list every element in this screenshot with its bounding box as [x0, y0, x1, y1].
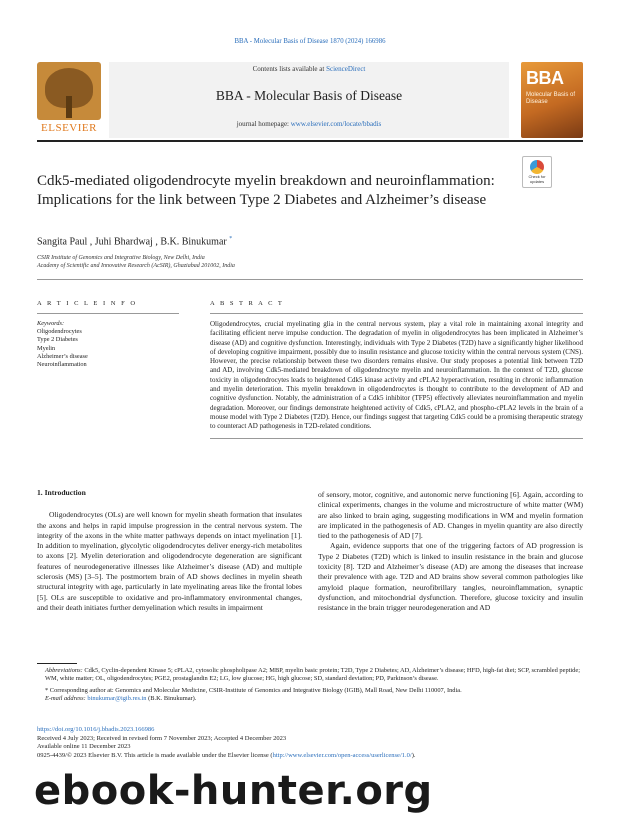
homepage-prefix: journal homepage: — [236, 120, 291, 128]
available-date: Available online 11 December 2023 — [37, 743, 131, 751]
license-link[interactable]: http://www.elsevier.com/open-access/userlicense/1.0/ — [272, 751, 412, 759]
keywords-block — [37, 320, 179, 369]
keyword-item: Type 2 Diabetes — [37, 336, 78, 344]
keyword-item: Oligodendrocytes — [37, 328, 82, 336]
email-footnote — [37, 695, 583, 703]
license-prefix: 0925-4439/© 2023 Elsevier B.V. This article is made available under the Elsevier license ( — [37, 751, 273, 759]
author-names[interactable]: Sangita Paul , Juhi Bhardwaj , B.K. Binukumar — [37, 236, 227, 248]
abbreviations-footnote — [37, 667, 583, 684]
crossmark-button[interactable] — [522, 156, 552, 188]
email-suffix: (B.K. Binukumar). — [146, 695, 197, 703]
license-suffix: ). — [411, 751, 416, 759]
crossmark-label: Check for updates — [528, 174, 546, 184]
affiliation-2: Academy of Scientific and Innovative Research (AcSIR), Ghaziabad 201002, India — [37, 263, 235, 269]
license-line — [37, 752, 583, 761]
abstract-bottom-rule — [210, 438, 583, 439]
body-paragraph: Again, evidence supports that one of the triggering factors of AD progression is Type 2 Diabetes (T2D) which is linked to insulin resistance in the brain and glucose toxicity [8]. T2D and Alzheimer’s disease (AD) are among the diseases that increase their prevalence with age. T2D and AD brains show several common pathologies like amyloid plaque formation, neurofibrillary tangles, neuroinflammation, synaptic dysfunction, and mitochondrial dysfunction. Therefore, glucose toxicity and insulin resistance in the brain trigger neurodegeneration and AD — [318, 541, 583, 613]
received-dates: Received 4 July 2023; Received in revised form 7 November 2023; Accepted 4 December 2023 — [37, 734, 287, 742]
journal-title: BBA - Molecular Basis of Disease — [215, 88, 403, 103]
article-title: Cdk5-mediated oligodendrocyte myelin breakdown and neuroinflammation: Implications for the link between Type 2 Diabetes and Alzheimer’s disease — [37, 173, 495, 208]
authors — [37, 236, 232, 247]
article-meta — [37, 726, 583, 760]
journal-homepage-link[interactable]: www.elsevier.com/locate/bbadis — [290, 120, 382, 128]
doi-link[interactable]: https://doi.org/10.1016/j.bbadis.2023.166986 — [37, 726, 155, 733]
crossmark-icon — [530, 160, 544, 174]
body-paragraph: of sensory, motor, cognitive, and autonomic nerve functioning [6]. Again, according to clinical experiments, changes in the volume and microstructure of white matter (WM) are also linked to brain aging, suggesting modifications in WM and myelin formation are implicated in the pathogenesis of AD. Changes in myelin quantity are also directly tied to the pathogenesis of AD [7]. — [318, 490, 583, 541]
footnotes — [37, 667, 583, 704]
body-column-left — [37, 488, 302, 613]
sciencedirect-link[interactable]: ScienceDirect — [326, 65, 366, 73]
masthead-rule — [37, 140, 583, 142]
abstract-rule — [210, 313, 583, 314]
footnote-rule — [37, 663, 77, 664]
elsevier-tree-icon — [37, 62, 101, 120]
masthead — [37, 62, 583, 138]
abbreviations-label: Abbreviations: — [45, 667, 83, 674]
abbreviations-text: Cdk5, Cyclin-dependent Kinase 5; cPLA2, cytosolic phospholipase A2; MBP, myelin basic protein; T2D, Type 2 Diabetes; AD, Alzheimer’s disease; HFD, high-fat diet; SCP, scrambled peptide; WM, white matter; OL, oligodendrocytes; PGE2, prostaglandin E2; LG, low glucose; HG, high glucose; SD, standard deviation; PD, Parkinson’s disease. — [45, 667, 580, 683]
abstract-text: Oligodendrocytes, crucial myelinating glia in the central nervous system, play a vital role in maintaining axonal integrity and facilitating efficient nerve impulse conduction. The degradation of myelin in oligodendrocytes has been implicated in Alzheimer’s disease (AD) and cognitive dysfunction. Interestingly, individuals with Type 2 Diabetes (T2D) have a significantly higher likelihood of developing cognitive impairment, possibly due to insulin resistance and glucose toxicity within the central nervous system (CNS). However, the precise relationship between these two disorders remains elusive. Our study proposes a potential link between T2D and AD, involving Cdk5-mediated breakdown of oligodendrocyte myelin and neuroinflammation. In the context of T2D, glucose toxicity in oligodendrocytes leads to heightened Cdk5 kinase activity and cPLA2 hyperactivation, resulting in chronic inflammation and myelin deterioration. This myelin breakdown in oligodendrocytes is thought to contribute to the development of AD and cognitive dysfunction. Notably, the administration of a Cdk5 inhibitor (TFP5) effectively alleviates neuroinflammation and myelin degradation. Moreover, our findings demonstrate heightened activity of Cdk5, cPLA2, and phospho-cPLA2 levels in the brain of a mouse model with Type 2 Diabetes (T2D). Hence, our findings suggest that targeting Cdk5 could be a promising therapeutic strategy to counteract AD pathogenesis in T2D-related conditions. — [210, 320, 583, 431]
abstract-heading: A B S T R A C T — [210, 300, 284, 307]
watermark-text: ebook-hunter.org — [34, 768, 433, 814]
section-heading-introduction: 1. Introduction — [37, 488, 86, 497]
affiliation-rule — [37, 279, 583, 280]
corresponding-text: Corresponding author at: Genomics and Molecular Medicine, CSIR-Institute of Genomics and Integrative Biology (IGIB), Mall Road, New Delhi 110007, India. — [48, 686, 462, 694]
cover-subtitle: Molecular Basis of Disease — [526, 92, 576, 105]
keyword-item: Neuroinflammation — [37, 361, 87, 369]
contents-line — [109, 65, 509, 73]
email-link[interactable]: binukumar@igib.res.in — [87, 695, 147, 703]
corresponding-author-mark[interactable]: * — [229, 236, 233, 242]
cover-title: BBA — [526, 68, 564, 88]
top-citation[interactable]: BBA - Molecular Basis of Disease 1870 (2024) 166986 — [234, 38, 386, 45]
journal-cover[interactable] — [521, 62, 583, 138]
corresponding-footnote — [37, 687, 583, 695]
keyword-item: Alzheimer’s disease — [37, 352, 88, 360]
keywords-label: Keywords: — [37, 320, 65, 327]
body-paragraph: Oligodendrocytes (OLs) are well known for myelin sheath formation that insulates the axons and helps in rapid impulse progression in the central nervous system. The integrity of the axons in the white matter pathways depends on intact myelination [1]. In addition to myelination, glycolytic oligodendrocytes deliver energy-rich metabolites to axons [2]. Myelin deterioration and oligodendrocyte degeneration are significant features of neurodegenerative illnesses like Alzheimer’s disease (AD) and multiple sclerosis (MS) [3–5]. The postmortem brain of AD shows declines in myelin sheath structural integrity with age, particularly in late myelinating areas like the frontal lobes [5]. OLs are susceptible to oxidative and pro-inflammatory environmental changes, and their death initiates further demyelination which results in impairment — [37, 510, 302, 612]
journal-box — [109, 62, 509, 138]
watermark-banner — [0, 768, 620, 827]
article-info-heading: A R T I C L E I N F O — [37, 300, 138, 307]
email-label: E-mail address: — [45, 695, 86, 703]
body-column-right — [318, 490, 583, 614]
article-info-rule — [37, 313, 179, 314]
elsevier-wordmark: ELSEVIER — [41, 122, 97, 134]
homepage-line — [109, 120, 509, 128]
contents-prefix: Contents lists available at — [252, 65, 327, 73]
elsevier-logo[interactable] — [37, 62, 101, 134]
corresponding-mark: * — [45, 686, 49, 694]
keyword-item: Myelin — [37, 344, 56, 352]
affiliation-1: CSIR Institute of Genomics and Integrative Biology, New Delhi, India — [37, 255, 205, 261]
